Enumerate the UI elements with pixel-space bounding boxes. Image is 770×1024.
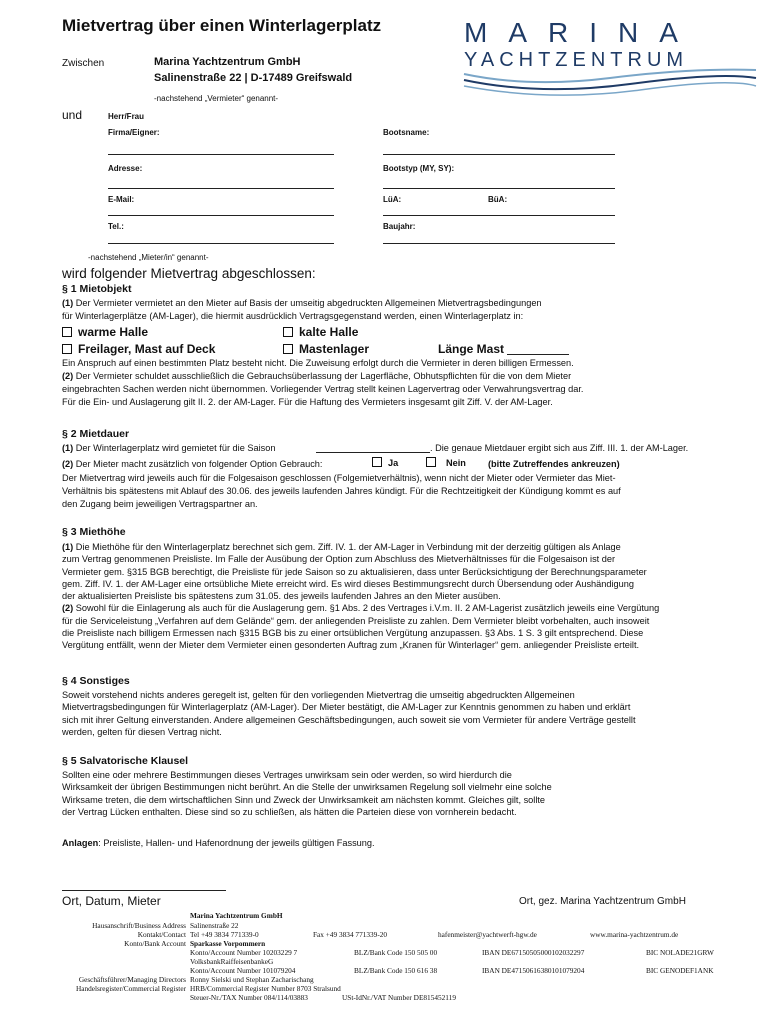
checkbox-warm[interactable] xyxy=(62,327,72,337)
s4-line: Mietvertragsbedingungen für Winterlagerplatz (AM-Lager). Der Mieter bestätigt, die AM-Lager zur Kenntnis genommen zu haben und erklärt xyxy=(62,702,631,713)
footer-address: Salinenstraße 22 xyxy=(190,921,239,930)
signature-landlord-label: Ort, gez. Marina Yachtzentrum GmbH xyxy=(519,896,686,907)
s4-heading: § 4 Sonstiges xyxy=(62,675,130,687)
s3-text: gem. Ziff. IV. 1. der AM-Lager eine ortsübliche Miete erreicht wird. Es wird dieses Bestimmungsrecht durch Übersendung oder Aushändigung xyxy=(62,578,634,589)
s2-l2 xyxy=(62,458,322,470)
adresse-field[interactable] xyxy=(108,188,334,189)
email-label: E-Mail: xyxy=(108,195,135,204)
lua-bua-field[interactable] xyxy=(383,215,615,216)
tel-label: Tel.: xyxy=(108,222,124,231)
opt-frei[interactable] xyxy=(62,342,215,356)
s3-line xyxy=(62,541,762,553)
tenant-note: -nachstehend „Mieter/in“ genannt- xyxy=(88,253,209,262)
s4-line: sich mit ihrer Geltung einverstanden. Andere allgemeinen Geschäftsbedingungen, auch soweit sie vom Vermieter für andere Verträge gestellt xyxy=(62,714,636,725)
s1-p1 xyxy=(62,297,542,309)
mast-length-field[interactable] xyxy=(507,354,569,355)
option-ja-label: Ja xyxy=(388,458,399,468)
opt-laenge-label: Länge Mast xyxy=(438,342,505,356)
s4-line: Soweit vorstehend nichts anderes geregelt ist, gelten für den vorliegenden Mietvertrag die umseitig abgedruckten Allgemeinen xyxy=(62,690,575,700)
bootstyp-field[interactable] xyxy=(383,188,615,189)
s3-line xyxy=(62,553,762,565)
s1-p1b: für Winterlagerplätze (AM-Lager), die hiermit ausdrücklich Vertragsgegenstand werden, einen Winterlagerplatz in: xyxy=(62,311,524,321)
s3-line xyxy=(62,566,762,578)
lua-label: LüA: xyxy=(383,195,402,204)
opt-kalt-label: kalte Halle xyxy=(299,325,359,339)
s5-heading: § 5 Salvatorische Klausel xyxy=(62,755,189,767)
s2-l1a-text: Der Winterlagerplatz wird gemietet für die Saison xyxy=(75,443,276,453)
footer-bank2-iban: IBAN DE47150616380101079204 xyxy=(482,966,585,975)
checkbox-mast[interactable] xyxy=(283,344,293,354)
s2-l4: Verhältnis bis spätestens mit Ablauf des 30.06. des jeweils laufenden Jahres kündigt. Für die Rechtzeitigkeit der Kündigung kommt es auf xyxy=(62,486,621,496)
landlord-address: Salinenstraße 22 | D-17489 Greifswald xyxy=(154,72,353,84)
anlagen-text: : Preisliste, Hallen- und Hafenordnung der jeweils gültigen Fassung. xyxy=(98,838,375,848)
opt-mast-label: Mastenlager xyxy=(299,342,370,356)
s5-line: Wirksame treten, die dem wirtschaftlichen Sinn und Zweck der Unwirksamkeit am nächsten kommt. Gleiches gilt, sollte xyxy=(62,794,546,805)
email-field[interactable] xyxy=(108,215,334,216)
s5-line: der Vertrag Lücken enthalten. Diese sind so zu schließen, als hätten die Parteien diese von vornherein bedacht. xyxy=(62,806,517,817)
footer-bank1-blz: BLZ/Bank Code 150 505 00 xyxy=(354,948,438,957)
s3-text: für die Serviceleistung „Verfahren auf dem Gelände“ gem. der anliegenden Preisliste zu zahlen. Dem Vermieter bleibt vorbehalten, auch insoweit xyxy=(62,615,650,626)
salutation-label: Herr/Frau xyxy=(108,112,145,121)
opt-mast[interactable] xyxy=(283,342,369,356)
opt-frei-label: Freilager, Mast auf Deck xyxy=(78,342,216,356)
footer-bank2-bic: BIC GENODEF1ANK xyxy=(646,966,714,975)
footer-tel: Tel +49 3834 771339-0 xyxy=(190,930,259,939)
footer-fax: Fax +49 3834 771339-20 xyxy=(313,930,388,939)
logo-line1: MARINA xyxy=(464,17,699,48)
bootsname-label: Bootsname: xyxy=(383,128,430,137)
logo-wave-3 xyxy=(464,83,756,95)
footer-address-label: Hausanschrift/Business Address xyxy=(92,921,186,930)
baujahr-field[interactable] xyxy=(383,243,615,244)
option-hint: (bitte Zutreffendes ankreuzen) xyxy=(488,459,620,469)
opt-kalt[interactable] xyxy=(283,325,358,339)
opt-warm[interactable] xyxy=(62,325,148,339)
bootstyp-label: Bootstyp (MY, SY): xyxy=(383,164,455,173)
s2-l1b: . Die genaue Mietdauer ergibt sich aus Ziff. III. 1. der AM-Lager. xyxy=(430,443,689,453)
s2-l1a xyxy=(62,442,275,454)
between-label: Zwischen xyxy=(62,58,105,69)
s2-l3: Der Mietvertrag wird jeweils auch für die Folgesaison geschlossen (Folgemietverhältnis), wenn nicht der Mieter oder Vermieter das Miet- xyxy=(62,473,616,483)
s3-line xyxy=(62,639,762,651)
option-ja[interactable] xyxy=(372,457,398,469)
agreement-heading: wird folgender Mietvertrag abgeschlossen: xyxy=(62,266,316,281)
footer-bank2-blz: BLZ/Bank Code 150 616 38 xyxy=(354,966,438,975)
option-nein-label: Nein xyxy=(446,458,466,468)
s3-text: Sowohl für die Einlagerung als auch für die Auslagerung gem. §1 Abs. 2 des Vertrages i.V.m. II. 2 AM-Lagerist zusätzlich jeweils eine Vergütung xyxy=(75,603,660,614)
firma-field[interactable] xyxy=(108,154,334,155)
s3-line xyxy=(62,590,762,602)
s3-heading: § 3 Miethöhe xyxy=(62,526,126,538)
s3-text: der aktualisierten Preisliste bis spätestens zum 31.05. des jeweils laufenden Jahres an den Mieter ausüben. xyxy=(62,591,501,602)
s1-l2-num: (2) xyxy=(62,371,74,381)
s1-l2-text: Der Vermieter schuldet ausschließlich die Gebrauchsüberlassung der Lagerfläche, Obhutspflichten für die von dem Mieter xyxy=(75,371,572,381)
landlord-note: -nachstehend „Vermieter“ genannt- xyxy=(154,94,279,103)
checkbox-nein[interactable] xyxy=(426,457,436,467)
footer-bank1-iban: IBAN DE67150505000102032297 xyxy=(482,948,585,957)
footer-contact-label: Kontakt/Contact xyxy=(137,930,186,939)
footer-bank-label: Konto/Bank Account xyxy=(124,939,186,948)
signature-tenant-label: Ort, Datum, Mieter xyxy=(62,894,161,908)
s3-num: (2) xyxy=(62,603,74,614)
s3-text: zum Vertrag genommenen Preisliste. Im Falle der Ausübung der Option zum Abschluss des Mietverhältnisses für die Folgesaison ist der xyxy=(62,554,616,565)
baujahr-label: Baujahr: xyxy=(383,222,416,231)
bua-label: BüA: xyxy=(488,195,508,204)
footer-reg-label: Handelsregister/Commercial Register xyxy=(75,984,186,993)
footer-bank2: VolksbankRaiffeisenbankeG xyxy=(190,957,274,966)
signature-line-tenant[interactable] xyxy=(62,890,226,891)
option-nein[interactable] xyxy=(426,457,466,469)
footer-md: Ronny Sielski und Stephan Zacharischang xyxy=(190,975,314,984)
s3-body xyxy=(62,541,762,652)
s5-line: Sollten eine oder mehrere Bestimmungen dieses Vertrages unwirksam sein oder werden, so wird hierdurch die xyxy=(62,770,512,780)
bootsname-field[interactable] xyxy=(383,154,615,155)
anlagen-label: Anlagen xyxy=(62,838,99,848)
season-field[interactable] xyxy=(316,452,430,453)
footer-web[interactable]: www.marina-yachtzentrum.de xyxy=(590,930,679,939)
s3-line xyxy=(62,627,762,639)
page-title: Mietvertrag über einen Winterlagerplatz xyxy=(62,16,382,35)
and-label: und xyxy=(62,108,83,122)
checkbox-kalt[interactable] xyxy=(283,327,293,337)
s3-text: Vermieter gem. §315 BGB berechtigt, die Preisliste für jede Saison so zu aktualisieren, dass unter Berücksichtigung der Berechnungsparameter xyxy=(62,566,647,577)
footer-bank1-acc: Konto/Account Number 10203229 7 xyxy=(190,948,298,957)
opt-laenge xyxy=(438,342,504,356)
s1-l4: Für die Ein- und Auslagerung gilt II. 2. der AM-Lager. Für die Haftung des Vermieters insgesamt gilt Ziff. V. der AM-Lager. xyxy=(62,397,553,407)
s1-p1-text: Der Vermieter vermietet an den Mieter auf Basis der umseitig abgedruckten Allgemeinen Mietvertragsbedingungen xyxy=(75,298,542,308)
footer xyxy=(0,912,770,1024)
s1-l1: Ein Anspruch auf einen bestimmten Platz besteht nicht. Die Zuweisung erfolgt durch die Vermieter in deren billigen Ermessen. xyxy=(62,358,574,368)
footer-email[interactable]: hafenmeister@yachtwerft-hgw.de xyxy=(438,930,537,939)
logo-line2: YACHTZENTRUM xyxy=(464,49,689,71)
s2-l5: den Zugang beim jeweiligen Vertragspartner an. xyxy=(62,499,258,509)
s3-line xyxy=(62,615,762,627)
s5-body xyxy=(62,769,762,818)
footer-bank1-bic: BIC NOLADE21GRW xyxy=(646,948,714,957)
s4-line: werden, gelten für diesen Vertrag nicht. xyxy=(62,726,222,737)
s2-heading: § 2 Mietdauer xyxy=(62,428,130,440)
marina-logo xyxy=(460,10,760,98)
s5-line: Wirksamkeit der übrigen Bestimmungen nicht berührt. An die Stelle der unwirksamen Regelung soll vielmehr eine solche xyxy=(62,782,552,793)
tel-field[interactable] xyxy=(108,243,334,244)
checkbox-frei[interactable] xyxy=(62,344,72,354)
footer-tax: Steuer-Nr./TAX Number 084/114/03883 xyxy=(190,993,308,1002)
adresse-label: Adresse: xyxy=(108,164,143,173)
s1-l2 xyxy=(62,370,571,382)
footer-reg: HRB/Commercial Register Number 8703 Stralsund xyxy=(190,984,341,993)
checkbox-ja[interactable] xyxy=(372,457,382,467)
opt-warm-label: warme Halle xyxy=(78,325,149,339)
s3-line xyxy=(62,602,762,614)
s2-l2-text: Der Mieter macht zusätzlich von folgender Option Gebrauch: xyxy=(75,459,323,469)
s3-text: die Preisliste nach billigem Ermessen nach §315 BGB bis zu einer ortsüblichen Vergütung anzupassen. §3 Abs. 1 S. 3 gilt entsprechend. Diese xyxy=(62,628,644,639)
footer-md-label: Geschäftsführer/Managing Directors xyxy=(78,975,186,984)
s3-text: Die Miethöhe für den Winterlagerplatz berechnet sich gem. Ziff. IV. 1. der AM-Lager in Verbindung mit der derzeitig gültigen als Anlage xyxy=(75,542,621,552)
landlord-name: Marina Yachtzentrum GmbH xyxy=(154,56,301,68)
s3-num: (1) xyxy=(62,542,74,552)
s2-l1-num: (1) xyxy=(62,443,74,453)
s1-heading: § 1 Mietobjekt xyxy=(62,283,132,295)
s1-p1-num: (1) xyxy=(62,298,74,308)
anlagen xyxy=(62,837,375,849)
s1-l3: eingebrachten Sachen werden nicht übernommen. Vorliegender Vertrag stellt keinen Lagervertrag oder Verwahrungsvertrag dar. xyxy=(62,384,584,394)
footer-company: Marina Yachtzentrum GmbH xyxy=(190,911,283,920)
footer-bank1: Sparkasse Vorpommern xyxy=(190,939,266,948)
footer-vat: USt-IdNr./VAT Number DE815452119 xyxy=(342,993,456,1002)
s3-text: Vergütung entfällt, wenn der Mieter dem Vermieter einen gesonderten Auftrag zum „Kranen für Winterlager“ gem. anliegender Preisliste erteilt. xyxy=(62,640,640,651)
firma-label: Firma/Eigner: xyxy=(108,128,160,137)
s3-line xyxy=(62,578,762,590)
footer-bank2-acc: Konto/Account Number 101079204 xyxy=(190,966,296,975)
s2-l2-num: (2) xyxy=(62,459,74,469)
s4-body xyxy=(62,689,762,738)
